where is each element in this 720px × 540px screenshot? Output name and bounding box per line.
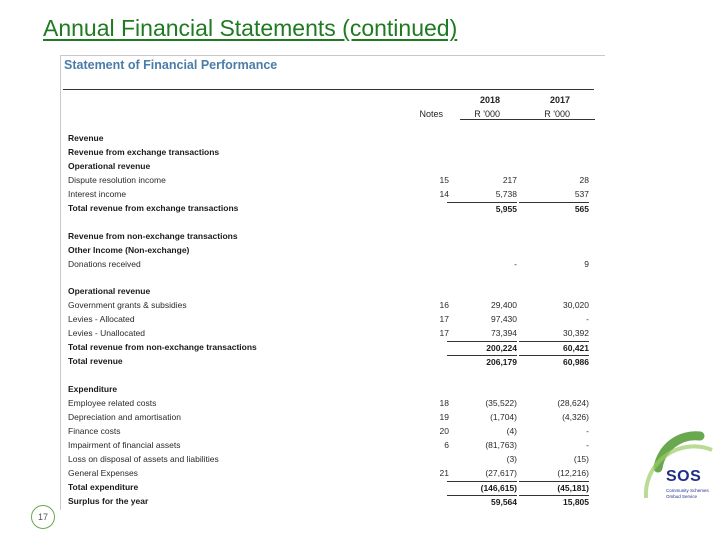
table-row [68,369,595,382]
row-value-2018: (35,522) [485,398,517,409]
row-value-2017: (4,326) [562,412,589,422]
row-value-2018: 200,224 [447,341,517,355]
row-value-2018: 217 [502,174,517,185]
row-value-2017: 537 [574,188,589,199]
row-value-2018: (81,763) [485,439,517,450]
table-row [68,327,595,340]
row-label: Other Income (Non-exchange) [68,244,190,255]
row-value-2018: (27,617) [485,467,517,478]
table-row [68,383,595,396]
header-bottom-rule [460,119,595,120]
row-value-2017: 565 [519,202,589,216]
table-row [68,341,595,354]
table-row [68,439,595,452]
row-label: Operational revenue [68,160,151,171]
row-note: 16 [439,300,449,311]
table-row [68,355,595,368]
row-label: Finance costs [68,425,121,436]
row-value-2017: 30,392 [563,328,589,339]
row-value-2018: 59,564 [447,495,517,509]
table-row [68,299,595,312]
row-label: Employee related costs [68,398,157,409]
row-value-2018: 73,394 [491,328,517,339]
row-note: 17 [439,314,449,325]
row-note: 19 [439,412,449,422]
table-row [68,425,595,438]
row-value-2018: 29,400 [491,300,517,311]
row-note: 6 [444,439,449,450]
row-value-2018: 97,430 [491,314,517,325]
row-value-2017: 60,421 [519,341,589,355]
row-label: Surplus for the year [68,495,149,506]
row-note: 17 [439,328,449,339]
row-note: 15 [439,174,449,185]
table-row [68,313,595,326]
row-label: Revenue from exchange transactions [68,146,220,157]
row-value-2017: - [586,439,589,450]
document-top-border [60,55,605,56]
header-year-2017: 2017 [549,95,570,105]
row-label: Loss on disposal of assets and liabilities [68,453,219,464]
table-row [68,216,595,229]
row-value-2017: 30,020 [563,300,589,311]
row-label: Revenue [68,133,104,143]
table-row [68,146,595,159]
row-label: Operational revenue [68,286,151,297]
header-year-2018: 2018 [479,95,500,105]
header-unit-2018: R '000 [474,109,500,119]
table-row [68,467,595,480]
row-note: 18 [439,398,449,409]
table-row [68,272,595,285]
page-number: 17 [31,505,55,529]
row-value-2018: (4) [506,425,517,436]
row-value-2017: - [586,425,589,436]
row-note: 14 [439,188,449,199]
row-value-2017: 9 [584,258,589,269]
row-value-2017: 60,986 [519,355,589,369]
row-label: Total revenue from non-exchange transactions [68,342,257,353]
row-label: Total expenditure [68,481,139,492]
slide-title: Annual Financial Statements (continued) [43,15,458,41]
row-label: Total revenue from exchange transactions [68,202,239,213]
row-value-2018: 206,179 [447,355,517,369]
table-row [68,160,595,173]
document-left-border [60,55,61,510]
row-label: Total revenue [68,356,123,367]
table-row [68,258,595,271]
row-value-2018: (1,704) [490,412,517,422]
row-value-2017: (12,216) [557,467,589,478]
table-row [68,453,595,466]
row-note: 21 [439,467,449,478]
row-label: Expenditure [68,384,118,395]
row-label: Revenue from non-exchange transactions [68,230,238,241]
row-value-2017: (28,624) [557,398,589,409]
table-row [68,397,595,410]
table-row [68,132,595,145]
row-label: General Expenses [68,467,138,478]
table-row [68,188,595,201]
statement-heading: Statement of Financial Performance [64,58,278,72]
row-label: Impairment of financial assets [68,439,181,450]
sos-logo-subtitle: Community Schemes Ombud Service [666,488,709,499]
row-value-2018: (3) [506,453,517,464]
sos-logo-text: SOS [666,468,702,485]
row-value-2017: 28 [579,174,589,185]
row-value-2017: (45,181) [519,481,589,495]
table-row [68,481,595,494]
row-label: Government grants & subsidies [68,300,187,311]
row-value-2017: (15) [573,453,589,464]
table-row [68,285,595,298]
header-notes: Notes [419,109,443,119]
table-row [68,174,595,187]
row-label: Interest income [68,188,127,199]
row-value-2018: - [514,258,517,269]
row-value-2017: - [586,314,589,325]
row-value-2018: 5,955 [447,202,517,216]
row-value-2018: 5,738 [495,188,517,199]
table-row [68,230,595,243]
row-value-2017: 15,805 [519,495,589,509]
table-row [68,244,595,257]
row-note: 20 [439,425,449,436]
table-row [68,495,595,508]
table-row [68,202,595,215]
row-label: Levies - Allocated [68,314,135,325]
row-label: Dispute resolution income [68,174,166,185]
header-unit-2017: R '000 [544,109,570,119]
table-top-rule [63,89,594,90]
row-label: Depreciation and amortisation [68,412,181,422]
row-label: Donations received [68,258,141,269]
table-row [68,411,595,424]
row-label: Levies - Unallocated [68,328,146,339]
row-value-2018: (146,615) [447,481,517,495]
